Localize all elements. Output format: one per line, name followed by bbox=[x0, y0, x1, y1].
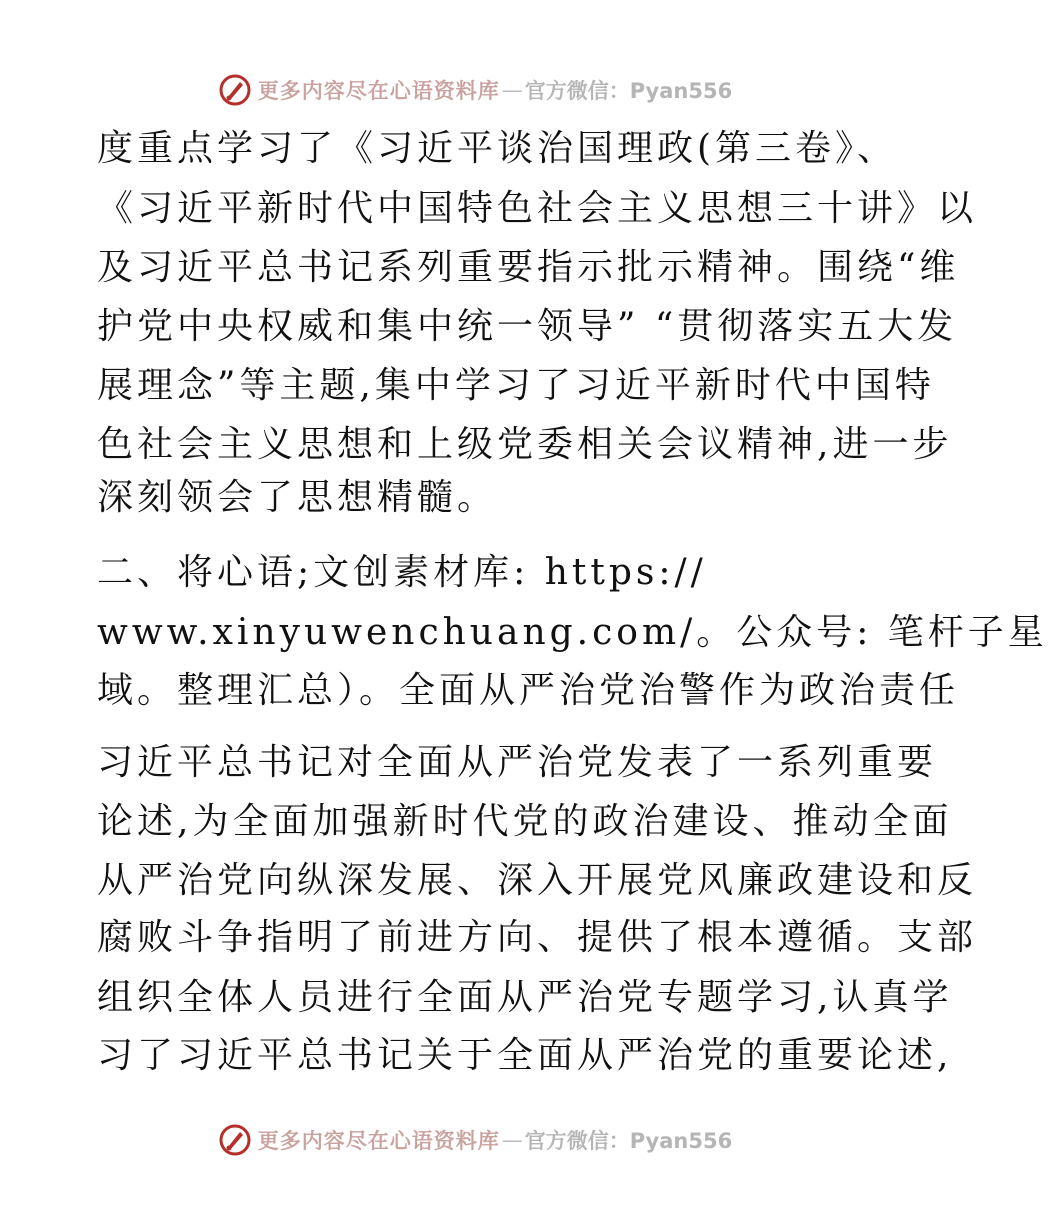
watermark-text: 更多内容尽在心语资料库 bbox=[257, 1129, 500, 1153]
text-line: 习近平总书记对全面从严治党发表了一系列重要 bbox=[97, 742, 938, 783]
text-line: 从严治党向纵深发展、深入开展党风廉政建设和反 bbox=[97, 860, 978, 901]
watermark-separator: — bbox=[501, 1128, 523, 1152]
footer-watermark bbox=[0, 1120, 950, 1160]
header-watermark bbox=[0, 70, 950, 110]
watermark-text: 更多内容尽在心语资料库 bbox=[257, 79, 500, 103]
text-line: 论述,为全面加强新时代党的政治建设、推动全面 bbox=[97, 801, 953, 842]
text-line: 展理念”等主题,集中学习了习近平新时代中国特 bbox=[97, 365, 935, 406]
text-line: 及习近平总书记系列重要指示批示精神。围绕“维 bbox=[97, 247, 960, 288]
brush-logo-icon bbox=[218, 1123, 252, 1157]
text-line: 组织全体人员进行全面从严治党专题学习,认真学 bbox=[97, 977, 953, 1018]
text-line: 护党中央权威和集中统一领导” “贯彻落实五大发 bbox=[97, 306, 958, 347]
text-line: 域。整理汇总）。全面从严治党治警作为政治责任 bbox=[97, 670, 960, 711]
watermark-contact: 官方微信：Pyan556 bbox=[524, 1129, 733, 1153]
text-line: 习了习近平总书记关于全面从严治党的重要论述, bbox=[97, 1035, 953, 1076]
text-line: 腐败斗争指明了前进方向、提供了根本遵循。支部 bbox=[97, 917, 978, 958]
text-line: www.xinyuwenchuang.com/。公众号: 笔杆子星 bbox=[97, 612, 1048, 653]
text-line: 深刻领会了思想精髓。 bbox=[97, 477, 498, 518]
brush-logo-icon bbox=[218, 73, 252, 107]
text-line: 色社会主义思想和上级党委相关会议精神,进一步 bbox=[97, 424, 953, 465]
text-line: 度重点学习了《习近平谈治国理政(第三卷》、 bbox=[97, 128, 898, 169]
watermark-separator: — bbox=[501, 78, 523, 102]
text-line: 二、将心语;文创素材库: https:// bbox=[97, 552, 707, 593]
watermark-contact: 官方微信：Pyan556 bbox=[524, 79, 733, 103]
text-line: 《习近平新时代中国特色社会主义思想三十讲》以 bbox=[97, 188, 978, 229]
